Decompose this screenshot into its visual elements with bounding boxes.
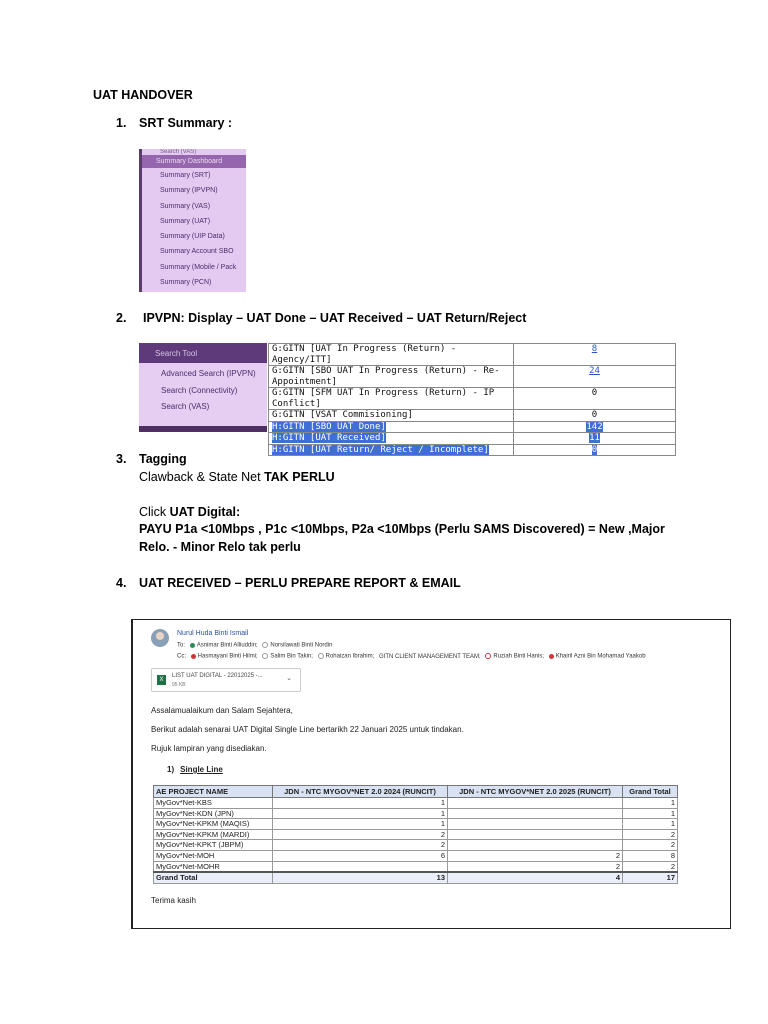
excel-file-icon: X [157,675,166,685]
column-header: JDN - NTC MYGOV*NET 2.0 2025 (RUNCIT) [448,786,623,798]
search-tool-header: Search Tool [139,343,267,363]
section-1-number: 1. [116,116,127,130]
status-label-cell [269,366,514,388]
section-2-number: 2. [116,311,127,325]
table-cell: 1 [623,808,678,819]
table-cell: 2 [623,861,678,872]
cc-recipient[interactable]: Ruziah Binti Hanis; [493,653,545,660]
menu-item-summary-srt[interactable]: Summary (SRT) [160,172,211,179]
table-row [154,819,678,830]
presence-dot-icon [318,653,324,659]
table-cell: 2 [273,829,448,840]
table-cell [448,808,623,819]
status-label: G:GITN [SFM UAT In Progress (Return) - IP Conflict] [272,388,495,409]
table-total-cell: 17 [623,872,678,883]
menu-item-summary-vas[interactable]: Summary (VAS) [160,202,211,210]
cc-recipient[interactable]: Hasmayani Binti Hilmi; [197,653,258,660]
status-value: 0 [591,410,598,420]
attachment-name: LIST UAT DIGITAL - 22012025 -... [172,673,263,679]
status-value: 142 [586,421,603,432]
chevron-down-icon[interactable]: ⌄ [286,675,292,682]
status-label: H:GITN [UAT Return/ Reject / Incomplete] [272,444,489,455]
status-value-cell [514,388,676,410]
table-cell: 1 [273,798,448,809]
table-cell: 2 [448,861,623,872]
section-4-title: UAT RECEIVED – PERLU PREPARE REPORT & EMAIL [139,576,461,590]
table-cell: 1 [623,819,678,830]
column-header: AE PROJECT NAME [154,786,273,798]
attachment-size: 95 KB [172,682,186,688]
menu-item-summary-account-sbo[interactable]: Summary Account SBO [160,248,234,256]
table-cell: 1 [273,819,448,830]
table-cell: 2 [623,840,678,851]
table-cell: MyGov*Net-KPKT (JBPM) [154,840,273,851]
tagging-line-2-text: Click [139,505,170,519]
summary-dashboard-header: Summary Dashboard [142,155,246,168]
to-label: To: [177,642,186,649]
email-closing: Terima kasih [151,896,196,905]
table-cell: 2 [623,829,678,840]
status-value-cell [514,421,676,433]
menu-bottom-bar [139,426,267,432]
email-section-heading [167,765,223,774]
column-header: JDN - NTC MYGOV*NET 2.0 2024 (RUNCIT) [273,786,448,798]
status-label: H:GITN [SBO UAT Done] [272,421,386,432]
table-cell: 2 [273,840,448,851]
ipvpn-search-menu-screenshot [139,343,267,432]
email-body-2: Rujuk lampiran yang disediakan. [151,744,267,753]
status-row [269,433,676,445]
section-2-title: IPVPN: Display – UAT Done – UAT Received – UAT Return/Reject [143,311,527,325]
email-section-number: 1) [167,765,175,774]
status-value: 0 [591,444,598,455]
tagging-line-1 [139,470,335,484]
status-value-cell [514,366,676,388]
status-label-cell [269,421,514,433]
email-section-title: Single Line [180,765,223,774]
column-header: Grand Total [623,786,678,798]
section-4-number: 4. [116,576,127,590]
single-line-table [153,785,678,884]
table-cell [448,829,623,840]
cc-recipient[interactable]: Rohaizan Ibrahim; [325,653,375,660]
table-cell: 1 [623,798,678,809]
attachment-card[interactable] [151,668,301,692]
presence-dot-icon [191,654,196,659]
status-value-cell [514,444,676,456]
table-cell: 6 [273,850,448,861]
table-cell: MyGov*Net-KPKM (MARDI) [154,829,273,840]
menu-item-search-vas[interactable]: Search (VAS) [161,402,210,411]
presence-dot-icon [485,653,491,659]
table-row [154,861,678,872]
status-row [269,388,676,410]
table-cell: MyGov*Net-KBS [154,798,273,809]
table-total-cell: 4 [448,872,623,883]
status-label: G:GITN [SBO UAT In Progress (Return) - Re-Appointment] [272,366,500,387]
to-recipient[interactable]: Norsilawati Binti Nordin [270,642,333,649]
table-cell: 8 [623,850,678,861]
table-cell: MyGov*Net-KDN (JPN) [154,808,273,819]
srt-summary-menu-screenshot [139,149,246,292]
tagging-line-2-bold: UAT Digital: [169,505,241,519]
tagging-line-1-bold: TAK PERLU [264,470,335,484]
tagging-line-2 [139,505,240,519]
menu-item-advanced-search[interactable]: Advanced Search (IPVPN) [161,369,256,378]
table-total-cell: 13 [273,872,448,883]
email-to-line [177,642,332,649]
status-value-cell [514,344,676,366]
sender-avatar [151,629,169,647]
status-row [269,410,676,422]
email-screenshot [131,619,731,929]
status-row [269,421,676,433]
table-cell: MyGov*Net-KPKM (MAQIS) [154,819,273,830]
status-row [269,444,676,456]
status-value-cell [514,410,676,422]
section-3-number: 3. [116,452,127,466]
presence-dot-icon [262,653,268,659]
table-cell [448,840,623,851]
status-label-cell [269,433,514,445]
status-value: 0 [591,388,598,398]
table-row [154,808,678,819]
menu-item-summary-mobile[interactable]: Summary (Mobile / Pack [160,263,237,271]
table-cell [273,861,448,872]
menu-item-summary-pcn[interactable]: Summary (PCN) [160,279,212,287]
email-greeting: Assalamualaikum dan Salam Sejahtera, [151,706,293,715]
status-label-cell [269,344,514,366]
status-value-cell [514,433,676,445]
tagging-line-1-text: Clawback & State Net [139,470,265,484]
menu-item-summary-ipvpn[interactable]: Summary (IPVPN) [160,187,218,195]
status-label-cell [269,410,514,422]
status-label: G:GITN [UAT In Progress (Return) - Agency/ITT] [272,344,457,365]
table-cell: 1 [273,808,448,819]
table-row [154,829,678,840]
table-cell: MyGov*Net-MOH [154,850,273,861]
email-body-1: Berikut adalah senarai UAT Digital Single Line bertarikh 22 Januari 2025 untuk tindakan. [151,725,464,734]
status-row [269,366,676,388]
table-cell: 2 [448,850,623,861]
cc-recipient[interactable]: Khairil Azni Bin Mohamad Yaakob [555,653,646,660]
tagging-line-3: PAYU P1a <10Mbps , P1c <10Mbps, P2a <10Mbps (Perlu SAMS Discovered) = New ,Major [139,522,665,536]
tagging-line-4: Relo. - Minor Relo tak perlu [139,540,301,554]
status-value-link[interactable]: 24 [589,366,600,376]
status-label: H:GITN [UAT Received] [272,433,386,443]
status-label: G:GITN [VSAT Commisioning] [272,410,413,420]
cc-recipient[interactable]: Salim Bin Takin; [270,653,313,660]
table-cell: MyGov*Net-MOHR [154,861,273,872]
email-sender[interactable]: Nurul Huda Binti Ismail [177,630,249,637]
presence-dot-icon [549,654,554,659]
table-row [154,798,678,809]
cc-recipient[interactable]: GITN CLIENT MANAGEMENT TEAM; [378,653,481,660]
status-label-cell [269,444,514,456]
to-recipient[interactable]: Asnimar Binti Alliuddin; [196,642,258,649]
section-3-title: Tagging [139,452,187,466]
table-cell [448,798,623,809]
presence-dot-icon [262,642,268,648]
status-label-cell [269,388,514,410]
cc-label: Cc: [177,653,186,660]
table-row [154,840,678,851]
email-cc-line [177,653,646,660]
table-row [154,850,678,861]
document-title: UAT HANDOVER [93,88,193,102]
section-1-title: SRT Summary : [139,116,233,130]
menu-item-clipped: Search (VAS) [160,149,197,155]
status-value: 11 [589,433,600,443]
status-row [269,344,676,366]
presence-dot-icon [190,643,195,648]
table-cell [448,819,623,830]
table-total-row [154,872,678,883]
ipvpn-status-table [268,343,676,456]
table-total-cell: Grand Total [154,872,273,883]
menu-item-summary-uip-data[interactable]: Summary (UIP Data) [160,233,225,241]
menu-item-search-connectivity[interactable]: Search (Connectivity) [161,385,238,395]
menu-item-summary-uat[interactable]: Summary (UAT) [160,217,211,225]
status-value-link[interactable]: 8 [591,344,598,354]
